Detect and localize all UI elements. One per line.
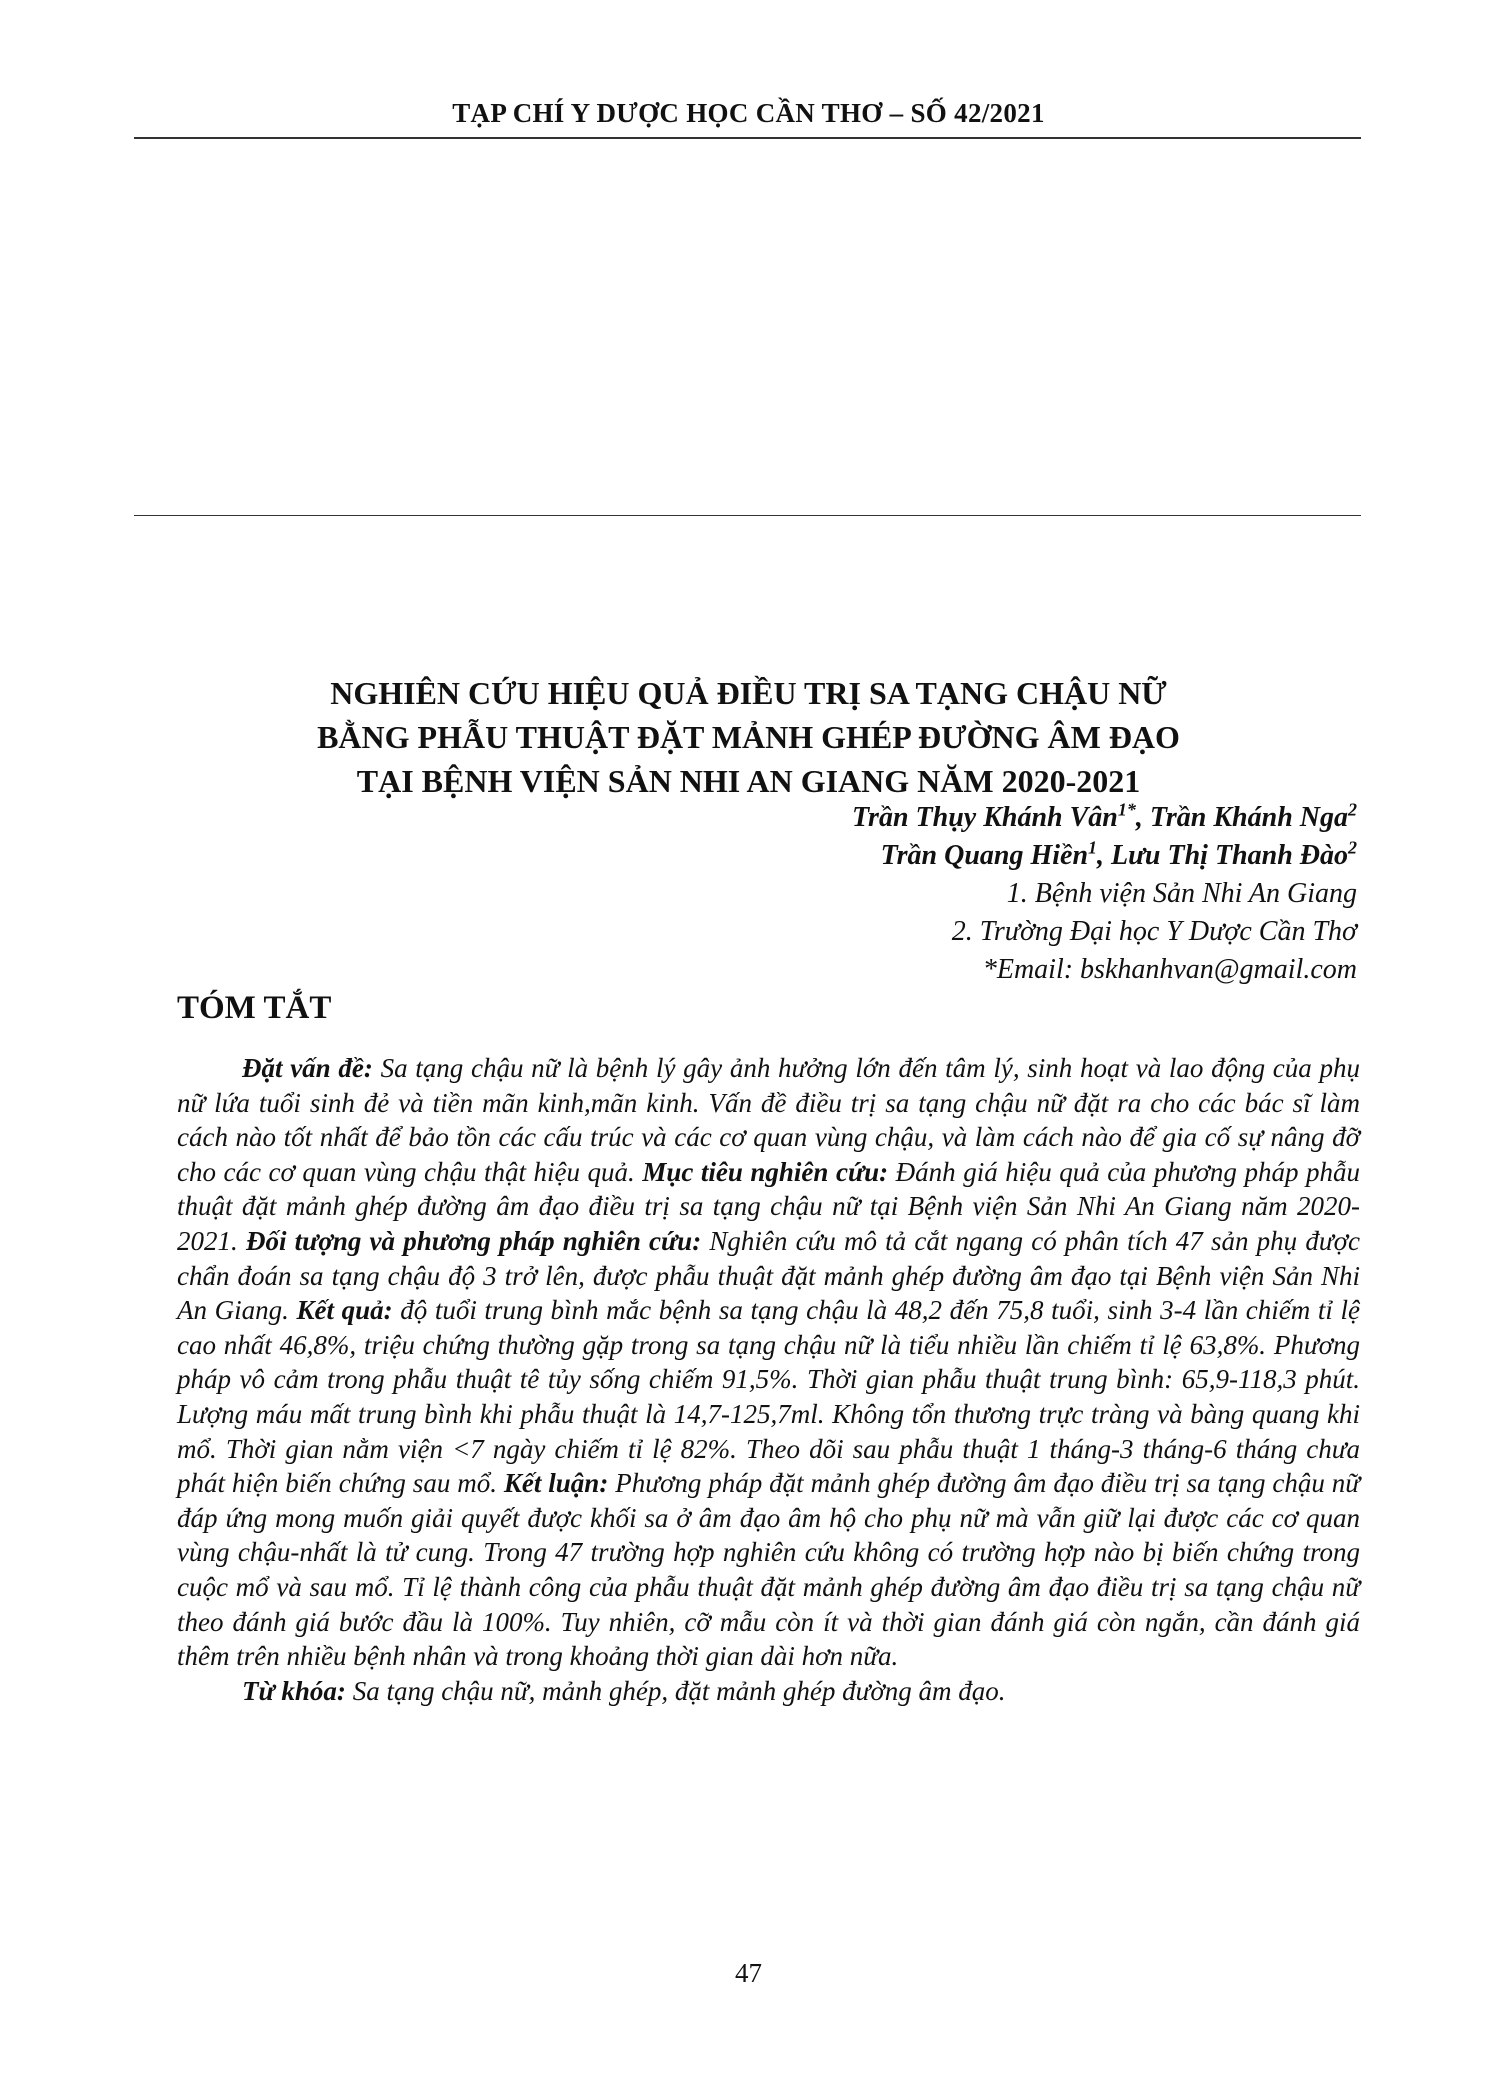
- corresponding-email: *Email: bskhanhvan@gmail.com: [982, 954, 1357, 985]
- author-superscript: 1*: [1117, 799, 1136, 820]
- keywords-text: Sa tạng chậu nữ, mảnh ghép, đặt mảnh ghép đường âm đạo.: [345, 1675, 1006, 1706]
- title-line-3: TẠI BỆNH VIỆN SẢN NHI AN GIANG NĂM 2020-2021: [356, 763, 1141, 799]
- affiliation-2: 2. Trường Đại học Y Dược Cần Thơ: [951, 916, 1357, 947]
- title-line-2: BẰNG PHẪU THUẬT ĐẶT MẢNH GHÉP ĐƯỜNG ÂM ĐẠO: [317, 719, 1180, 755]
- author-name: Trần Quang Hiền: [880, 840, 1089, 871]
- affiliation-1: 1. Bệnh viện Sản Nhi An Giang: [1006, 878, 1357, 909]
- author-superscript: 2: [1348, 799, 1357, 820]
- conclusion-label: Kết luận:: [503, 1468, 609, 1499]
- paper-title: [0, 671, 1497, 803]
- author-line-2: [852, 837, 1357, 875]
- divider-rule: [134, 515, 1361, 516]
- abstract-body: [177, 1051, 1360, 1708]
- author-superscript: 1: [1088, 837, 1098, 858]
- conclusion-text: Phương pháp đặt mảnh ghép đường âm đạo điều trị sa tạng chậu nữ đáp ứng mong muốn giải quyết được khối sa ở âm đạo âm hộ cho phụ nữ mà vẫn giữ lại được các cơ quan vùng chậu-nhất là tử cung. Trong 47 trường hợp nghiên cứu không có trường hợp nào bị biến chứng trong cuộc mổ và sau mổ. Tỉ lệ thành công của phẫu thuật đặt mảnh ghép đường âm đạo điều trị sa tạng chậu nữ theo đánh giá bước đầu là 100%. Tuy nhiên, cỡ mẫu còn ít và thời gian đánh giá còn ngắn, cần đánh giá thêm trên nhiều bệnh nhân và trong khoảng thời gian dài hơn nữa.: [177, 1468, 1360, 1672]
- author-name: Trần Khánh Nga: [1149, 802, 1348, 833]
- keywords-label: Từ khóa:: [242, 1675, 346, 1706]
- author-separator: ,: [1097, 840, 1112, 871]
- author-name: Lưu Thị Thanh Đào: [1111, 840, 1348, 871]
- objective-label: Mục tiêu nghiên cứu:: [642, 1156, 889, 1187]
- background-label: Đặt vấn đề:: [242, 1053, 373, 1083]
- abstract-paragraph: [177, 1051, 1360, 1674]
- author-name: Trần Thụy Khánh Vân: [851, 802, 1118, 833]
- author-block: [852, 799, 1357, 989]
- author-line-1: [852, 799, 1357, 837]
- author-superscript: 2: [1348, 837, 1357, 858]
- background-text: Sa tạng chậu nữ là bệnh lý gây ảnh hưởng lớn đến tâm lý, sinh hoạt và lao động của phụ nữ lứa tuổi sinh đẻ và tiền mãn kinh,mãn kinh. Vấn đề điều trị sa tạng chậu nữ đặt ra cho các bác sĩ làm cách nào tốt nhất để bảo tồn các cấu trúc và các cơ quan vùng chậu, và làm cách nào để gia cố sự nâng đỡ cho các cơ quan vùng chậu thật hiệu quả.: [177, 1053, 1360, 1187]
- keywords-paragraph: [177, 1674, 1360, 1709]
- results-label: Kết quả:: [296, 1295, 393, 1326]
- page-number: 47: [735, 1958, 762, 1988]
- title-line-1: NGHIÊN CỨU HIỆU QUẢ ĐIỀU TRỊ SA TẠNG CHẬU NỮ: [330, 675, 1167, 711]
- methods-text: Nghiên cứu mô tả cắt ngang có phân tích 47 sản phụ được chẩn đoán sa tạng chậu độ 3 trở lên, được phẫu thuật đặt mảnh ghép đường âm đạo tại Bệnh viện Sản Nhi An Giang.: [177, 1225, 1360, 1326]
- methods-label: Đối tượng và phương pháp nghiên cứu:: [245, 1225, 702, 1256]
- abstract-heading: TÓM TẮT: [177, 990, 332, 1026]
- objective-text: Đánh giá hiệu quả của phương pháp phẫu thuật đặt mảnh ghép đường âm đạo điều trị sa tạng chậu nữ tại Bệnh viện Sản Nhi An Giang năm 2020-2021.: [177, 1156, 1360, 1256]
- journal-header: TẠP CHÍ Y DƯỢC HỌC CẦN THƠ – SỐ 42/2021: [452, 98, 1045, 128]
- author-separator: ,: [1135, 802, 1150, 833]
- header-rule: [134, 137, 1361, 139]
- results-text: độ tuổi trung bình mắc bệnh sa tạng chậu là 48,2 đến 75,8 tuổi, sinh 3-4 lần chiếm tỉ lệ cao nhất 46,8%, triệu chứng thường gặp trong sa tạng chậu nữ là tiểu nhiều lần chiếm tỉ lệ 63,8%. Phương pháp vô cảm trong phẫu thuật tê tủy sống chiếm 91,5%. Thời gian phẫu thuật trung bình: 65,9-118,3 phút. Lượng máu mất trung bình khi phẫu thuật là 14,7-125,7ml. Không tổn thương trực tràng và bàng quang khi mổ. Thời gian nằm viện <7 ngày chiếm tỉ lệ 82%. Theo dõi sau phẫu thuật 1 tháng-3 tháng-6 tháng chưa phát hiện biến chứng sau mổ.: [177, 1295, 1360, 1499]
